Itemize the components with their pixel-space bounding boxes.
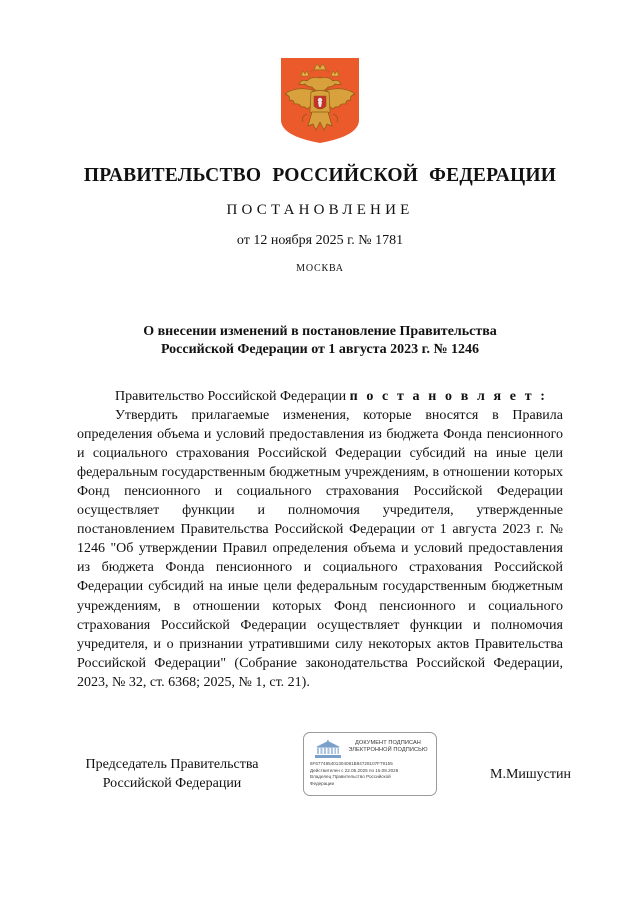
signatory-name: М.Мишустин [490,767,571,782]
document-body [77,387,563,692]
stamp-owner-line-1: Владелец Правительство Российской [310,774,391,780]
heading-line-2: Российской Федерации от 1 августа 2023 г. № 1246 [160,342,480,357]
stamp-title-line-1: ДОКУМЕНТ ПОДПИСАН [355,740,421,746]
main-paragraph: Утвердить прилагаемые изменения, которые вносятся в Правила определения объема и условий предоставления из бюджета Фонда пенсионного и социального страхования Российской Федерации субсидий на иные цели федеральным государственным бюджетным учреждениям, в отношении которых Фонд пенсионного и социального страхования Российской Федерации осуществляет функции и полномочия учредителя, утвержденные постановлением Правительства Российской Федерации от 1 августа 2023 г. № 1246 "Об утверждении Правил определения объема и условий предоставления из бюджета Фонда пенсионного и социального страхования Российской Федерации субсидий на иные цели федеральным государственным бюджетным учреждениям, в отношении которых Фонд пенсионного и социального страхования Российской Федерации осуществляет функции и полномочия учредителя, и о признании утратившими силу некоторых актов Правительства Российской Федерации" (Собрание законодательства Российской Федерации, 2023, № 32, ст. 6368; 2025, № 1, ст. 21). [77,408,563,690]
position-line-1: Председатель Правительства [85,757,259,772]
document-type: ПОСТАНОВЛЕНИЕ [226,202,414,218]
government-title: ПРАВИТЕЛЬСТВО РОССИЙСКОЙ ФЕДЕРАЦИИ [83,165,557,186]
stamp-title-line-2: ЭЛЕКТРОННОЙ ПОДПИСЬЮ [348,747,428,753]
government-building-icon [315,740,341,758]
signatory-position [77,755,267,793]
heading-line-1: О внесении изменений в постановление Правительства [143,324,497,339]
document-date-number: от 12 ноября 2025 г. № 1781 [236,233,404,248]
intro-paragraph [77,387,563,406]
stamp-details [310,761,434,787]
stamp-validity: Действителен с 22.05.2025 по 15.08.2026 [310,767,399,773]
emblem-icon [277,56,363,144]
stamp-certificate: 6F677485401304081B84728107F79155 [310,761,393,766]
stamp-owner-line-2: Федерации [310,780,335,786]
intro-text: Правительство Российской Федерации [115,389,350,404]
decree-keyword: п о с т а н о в л я е т : [349,389,548,404]
stamp-title [342,740,434,754]
digital-signature-stamp [303,732,437,796]
position-line-2: Российской Федерации [102,776,242,791]
document-city: МОСКВА [296,263,344,274]
document-heading [0,323,640,359]
